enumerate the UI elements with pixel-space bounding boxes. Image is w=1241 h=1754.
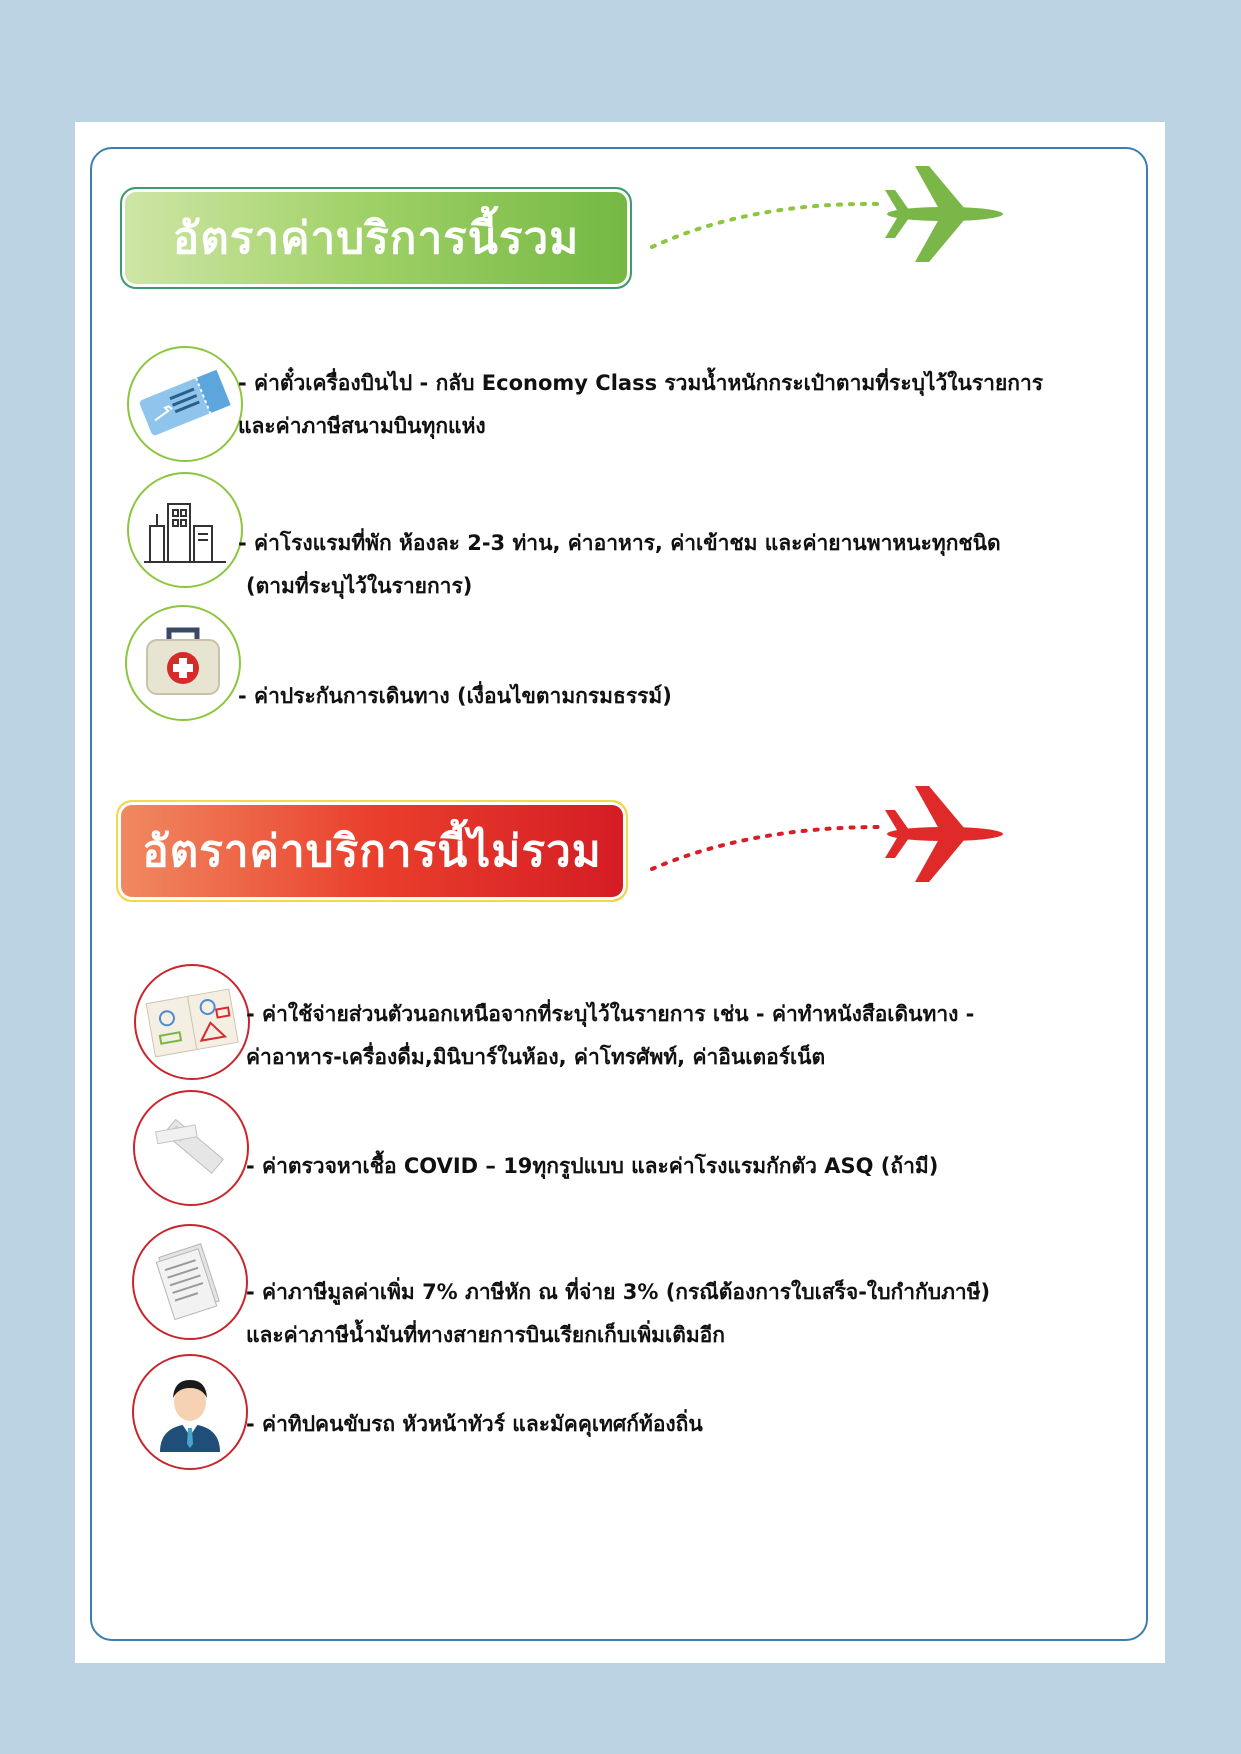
item-icon-passport — [134, 964, 250, 1080]
included-item-3: - ค่าประกันการเดินทาง (เงื่อนไขตามกรมธรรม์) — [238, 684, 672, 708]
item-icon-hotel — [127, 472, 243, 588]
excluded-title: อัตราค่าบริการนี้ไม่รวม — [142, 826, 602, 877]
excluded-item-4: - ค่าทิปคนขับรถ หัวหน้าทัวร์ และมัคคุเทศก์ท้องถิ่น — [246, 1412, 703, 1436]
passport-icon — [144, 984, 240, 1060]
item-icon-ticket — [127, 346, 243, 462]
included-item-1: - ค่าตั๋วเครื่องบินไป - กลับ Economy Class รวมน้ำหนักกระเป๋าตามที่ระบุไว้ในรายการ และค่าภาษีสนามบินทุกแห่ง — [238, 371, 1044, 438]
plane-ticket-icon — [135, 364, 235, 444]
included-title: อัตราค่าบริการนี้รวม — [172, 213, 580, 264]
first-aid-kit-icon — [137, 622, 229, 704]
excluded-item-1: - ค่าใช้จ่ายส่วนตัวนอกเหนือจากที่ระบุไว้ในรายการ เช่น - ค่าทำหนังสือเดินทาง - ค่าอาหาร-เครื่องดื่ม,มินิบาร์ในห้อง, ค่าโทรศัพท์, ค่าอินเตอร์เน็ต — [246, 1002, 975, 1069]
excluded-item-3: - ค่าภาษีมูลค่าเพิ่ม 7% ภาษีหัก ณ ที่จ่าย 3% (กรณีต้องการใบเสร็จ-ใบกำกับภาษี) และค่าภาษีน้ำมันที่ทางสายการบินเรียกเก็บเพิ่มเติมอีก — [246, 1280, 991, 1347]
tour-guide-person-icon — [152, 1370, 228, 1454]
item-icon-document — [132, 1224, 248, 1340]
item-icon-covid — [133, 1090, 249, 1206]
airplane-green-icon — [650, 162, 1070, 272]
excluded-item-2: - ค่าตรวจหาเชื้อ COVID – 19ทุกรูปแบบ และค่าโรงแรมกักตัว ASQ (ถ้ามี) — [246, 1154, 939, 1178]
airplane-red-icon — [650, 777, 1070, 887]
excluded-banner — [116, 800, 628, 902]
hotel-building-icon — [140, 490, 230, 570]
item-icon-insurance — [125, 605, 241, 721]
item-icon-guide — [132, 1354, 248, 1470]
included-banner — [120, 187, 632, 289]
document-sheet — [75, 122, 1165, 1663]
covid-test-kit-icon — [151, 1108, 231, 1188]
included-item-2: - ค่าโรงแรมที่พัก ห้องละ 2-3 ท่าน, ค่าอาหาร, ค่าเข้าชม และค่ายานพาหนะทุกชนิด (ตามที่ระบุไว้ในรายการ) — [238, 531, 1001, 598]
document-icon — [152, 1241, 228, 1323]
